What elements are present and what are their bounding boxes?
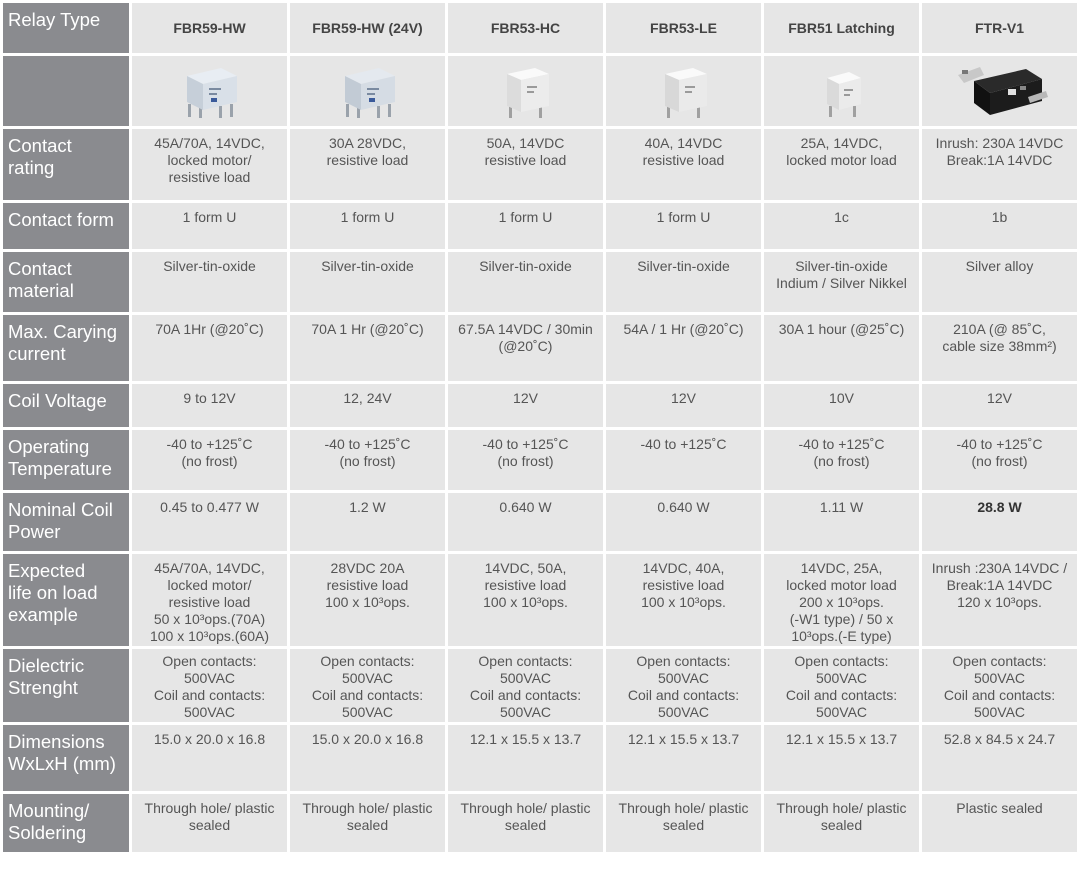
spec-cell: Inrush: 230A 14VDC Break:1A 14VDC bbox=[922, 129, 1077, 200]
spec-cell: 1 form U bbox=[132, 203, 287, 249]
image-row-label bbox=[3, 56, 129, 126]
spec-cell: 1 form U bbox=[290, 203, 445, 249]
spec-cell: Through hole/ plastic sealed bbox=[764, 794, 919, 852]
coil-voltage-label: Coil Voltage bbox=[3, 384, 129, 427]
nominal-coil-power-row bbox=[3, 493, 1077, 551]
spec-cell: 1b bbox=[922, 203, 1077, 249]
fbr53-le-relay-image bbox=[606, 56, 761, 126]
fbr51-latching-relay-image bbox=[764, 56, 919, 126]
spec-cell: 12, 24V bbox=[290, 384, 445, 427]
relay-type-label: Relay Type bbox=[3, 3, 129, 53]
spec-cell: Open contacts: 500VAC Coil and contacts: 500VAC bbox=[290, 649, 445, 722]
dielectric-strength-label: Dielectric Strenght bbox=[3, 649, 129, 722]
spec-cell: 1 form U bbox=[606, 203, 761, 249]
spec-cell: 52.8 x 84.5 x 24.7 bbox=[922, 725, 1077, 791]
spec-cell: 28VDC 20A resistive load 100 x 10³ops. bbox=[290, 554, 445, 646]
spec-cell: 15.0 x 20.0 x 16.8 bbox=[132, 725, 287, 791]
spec-cell: 1.2 W bbox=[290, 493, 445, 551]
spec-cell: 54A / 1 Hr (@20˚C) bbox=[606, 315, 761, 381]
spec-cell: -40 to +125˚C bbox=[606, 430, 761, 490]
product-name-fbr59-hw: FBR59-HW bbox=[132, 3, 287, 53]
max-carrying-current-label: Max. Carying current bbox=[3, 315, 129, 381]
header-row bbox=[3, 3, 1077, 53]
spec-cell: 28.8 W bbox=[922, 493, 1077, 551]
fbr59-hw-24v-relay-image bbox=[290, 56, 445, 126]
expected-life-label: Expected life on load example bbox=[3, 554, 129, 646]
contact-material-label: Contact material bbox=[3, 252, 129, 312]
spec-cell: Open contacts: 500VAC Coil and contacts: 500VAC bbox=[448, 649, 603, 722]
spec-cell: Plastic sealed bbox=[922, 794, 1077, 852]
operating-temperature-row bbox=[3, 430, 1077, 490]
spec-cell: 45A/70A, 14VDC, locked motor/ resistive load bbox=[132, 129, 287, 200]
spec-cell: -40 to +125˚C (no frost) bbox=[764, 430, 919, 490]
spec-cell: 10V bbox=[764, 384, 919, 427]
product-name-ftr-v1: FTR-V1 bbox=[922, 3, 1077, 53]
spec-cell: 70A 1 Hr (@20˚C) bbox=[290, 315, 445, 381]
spec-cell: 0.640 W bbox=[606, 493, 761, 551]
product-name-fbr53-hc: FBR53-HC bbox=[448, 3, 603, 53]
product-name-fbr59-hw-24v: FBR59-HW (24V) bbox=[290, 3, 445, 53]
nominal-coil-power-label: Nominal Coil Power bbox=[3, 493, 129, 551]
spec-cell: 67.5A 14VDC / 30min (@20˚C) bbox=[448, 315, 603, 381]
spec-cell: 50A, 14VDC resistive load bbox=[448, 129, 603, 200]
spec-cell: Through hole/ plastic sealed bbox=[132, 794, 287, 852]
spec-cell: Silver alloy bbox=[922, 252, 1077, 312]
spec-cell: 40A, 14VDC resistive load bbox=[606, 129, 761, 200]
product-name-fbr51-latching: FBR51 Latching bbox=[764, 3, 919, 53]
operating-temperature-label: Operating Temperature bbox=[3, 430, 129, 490]
spec-cell: 12.1 x 15.5 x 13.7 bbox=[606, 725, 761, 791]
mounting-soldering-row bbox=[3, 794, 1077, 852]
spec-cell: 1 form U bbox=[448, 203, 603, 249]
spec-cell: 12V bbox=[448, 384, 603, 427]
contact-rating-row bbox=[3, 129, 1077, 200]
fbr53-hc-relay-image bbox=[448, 56, 603, 126]
spec-cell: Open contacts: 500VAC Coil and contacts: 500VAC bbox=[606, 649, 761, 722]
product-name-fbr53-le: FBR53-LE bbox=[606, 3, 761, 53]
spec-cell: 25A, 14VDC, locked motor load bbox=[764, 129, 919, 200]
dimensions-row bbox=[3, 725, 1077, 791]
spec-cell: 15.0 x 20.0 x 16.8 bbox=[290, 725, 445, 791]
spec-cell: 0.640 W bbox=[448, 493, 603, 551]
spec-cell: 14VDC, 40A, resistive load 100 x 10³ops. bbox=[606, 554, 761, 646]
spec-cell: Through hole/ plastic sealed bbox=[448, 794, 603, 852]
spec-cell: Silver-tin-oxide bbox=[132, 252, 287, 312]
spec-cell: 9 to 12V bbox=[132, 384, 287, 427]
spec-cell: 12V bbox=[606, 384, 761, 427]
mounting-soldering-label: Mounting/ Soldering bbox=[3, 794, 129, 852]
dimensions-label: Dimensions WxLxH (mm) bbox=[3, 725, 129, 791]
spec-cell: Inrush :230A 14VDC / Break:1A 14VDC 120 x 10³ops. bbox=[922, 554, 1077, 646]
spec-cell: 12.1 x 15.5 x 13.7 bbox=[764, 725, 919, 791]
spec-cell: 14VDC, 25A, locked motor load 200 x 10³ops. (-W1 type) / 50 x 10³ops.(-E type) bbox=[764, 554, 919, 646]
spec-cell: Through hole/ plastic sealed bbox=[290, 794, 445, 852]
spec-cell: Silver-tin-oxide bbox=[606, 252, 761, 312]
spec-cell: -40 to +125˚C (no frost) bbox=[448, 430, 603, 490]
spec-cell: 12.1 x 15.5 x 13.7 bbox=[448, 725, 603, 791]
image-row bbox=[3, 56, 1077, 126]
contact-material-row bbox=[3, 252, 1077, 312]
fbr59-hw-relay-image bbox=[132, 56, 287, 126]
contact-form-label: Contact form bbox=[3, 203, 129, 249]
spec-cell: -40 to +125˚C (no frost) bbox=[922, 430, 1077, 490]
dielectric-strength-row bbox=[3, 649, 1077, 722]
spec-cell: 12V bbox=[922, 384, 1077, 427]
spec-cell: 1.11 W bbox=[764, 493, 919, 551]
spec-cell: 210A (@ 85˚C, cable size 38mm²) bbox=[922, 315, 1077, 381]
spec-cell: Silver-tin-oxide Indium / Silver Nikkel bbox=[764, 252, 919, 312]
max-carrying-current-row bbox=[3, 315, 1077, 381]
spec-cell: Silver-tin-oxide bbox=[290, 252, 445, 312]
coil-voltage-row bbox=[3, 384, 1077, 427]
spec-cell: 0.45 to 0.477 W bbox=[132, 493, 287, 551]
spec-cell: 14VDC, 50A, resistive load 100 x 10³ops. bbox=[448, 554, 603, 646]
spec-cell: 70A 1Hr (@20˚C) bbox=[132, 315, 287, 381]
spec-cell: 45A/70A, 14VDC, locked motor/ resistive load 50 x 10³ops.(70A) 100 x 10³ops.(60A) bbox=[132, 554, 287, 646]
expected-life-row bbox=[3, 554, 1077, 646]
spec-cell: Open contacts: 500VAC Coil and contacts: 500VAC bbox=[922, 649, 1077, 722]
spec-cell: Open contacts: 500VAC Coil and contacts: 500VAC bbox=[764, 649, 919, 722]
spec-cell: -40 to +125˚C (no frost) bbox=[290, 430, 445, 490]
spec-cell: Silver-tin-oxide bbox=[448, 252, 603, 312]
spec-cell: -40 to +125˚C (no frost) bbox=[132, 430, 287, 490]
spec-cell: 30A 1 hour (@25˚C) bbox=[764, 315, 919, 381]
spec-cell: 1c bbox=[764, 203, 919, 249]
spec-cell: 30A 28VDC, resistive load bbox=[290, 129, 445, 200]
spec-cell: Open contacts: 500VAC Coil and contacts: 500VAC bbox=[132, 649, 287, 722]
contact-form-row bbox=[3, 203, 1077, 249]
spec-cell: Through hole/ plastic sealed bbox=[606, 794, 761, 852]
contact-rating-label: Contact rating bbox=[3, 129, 129, 200]
ftr-v1-relay-image bbox=[922, 56, 1077, 126]
